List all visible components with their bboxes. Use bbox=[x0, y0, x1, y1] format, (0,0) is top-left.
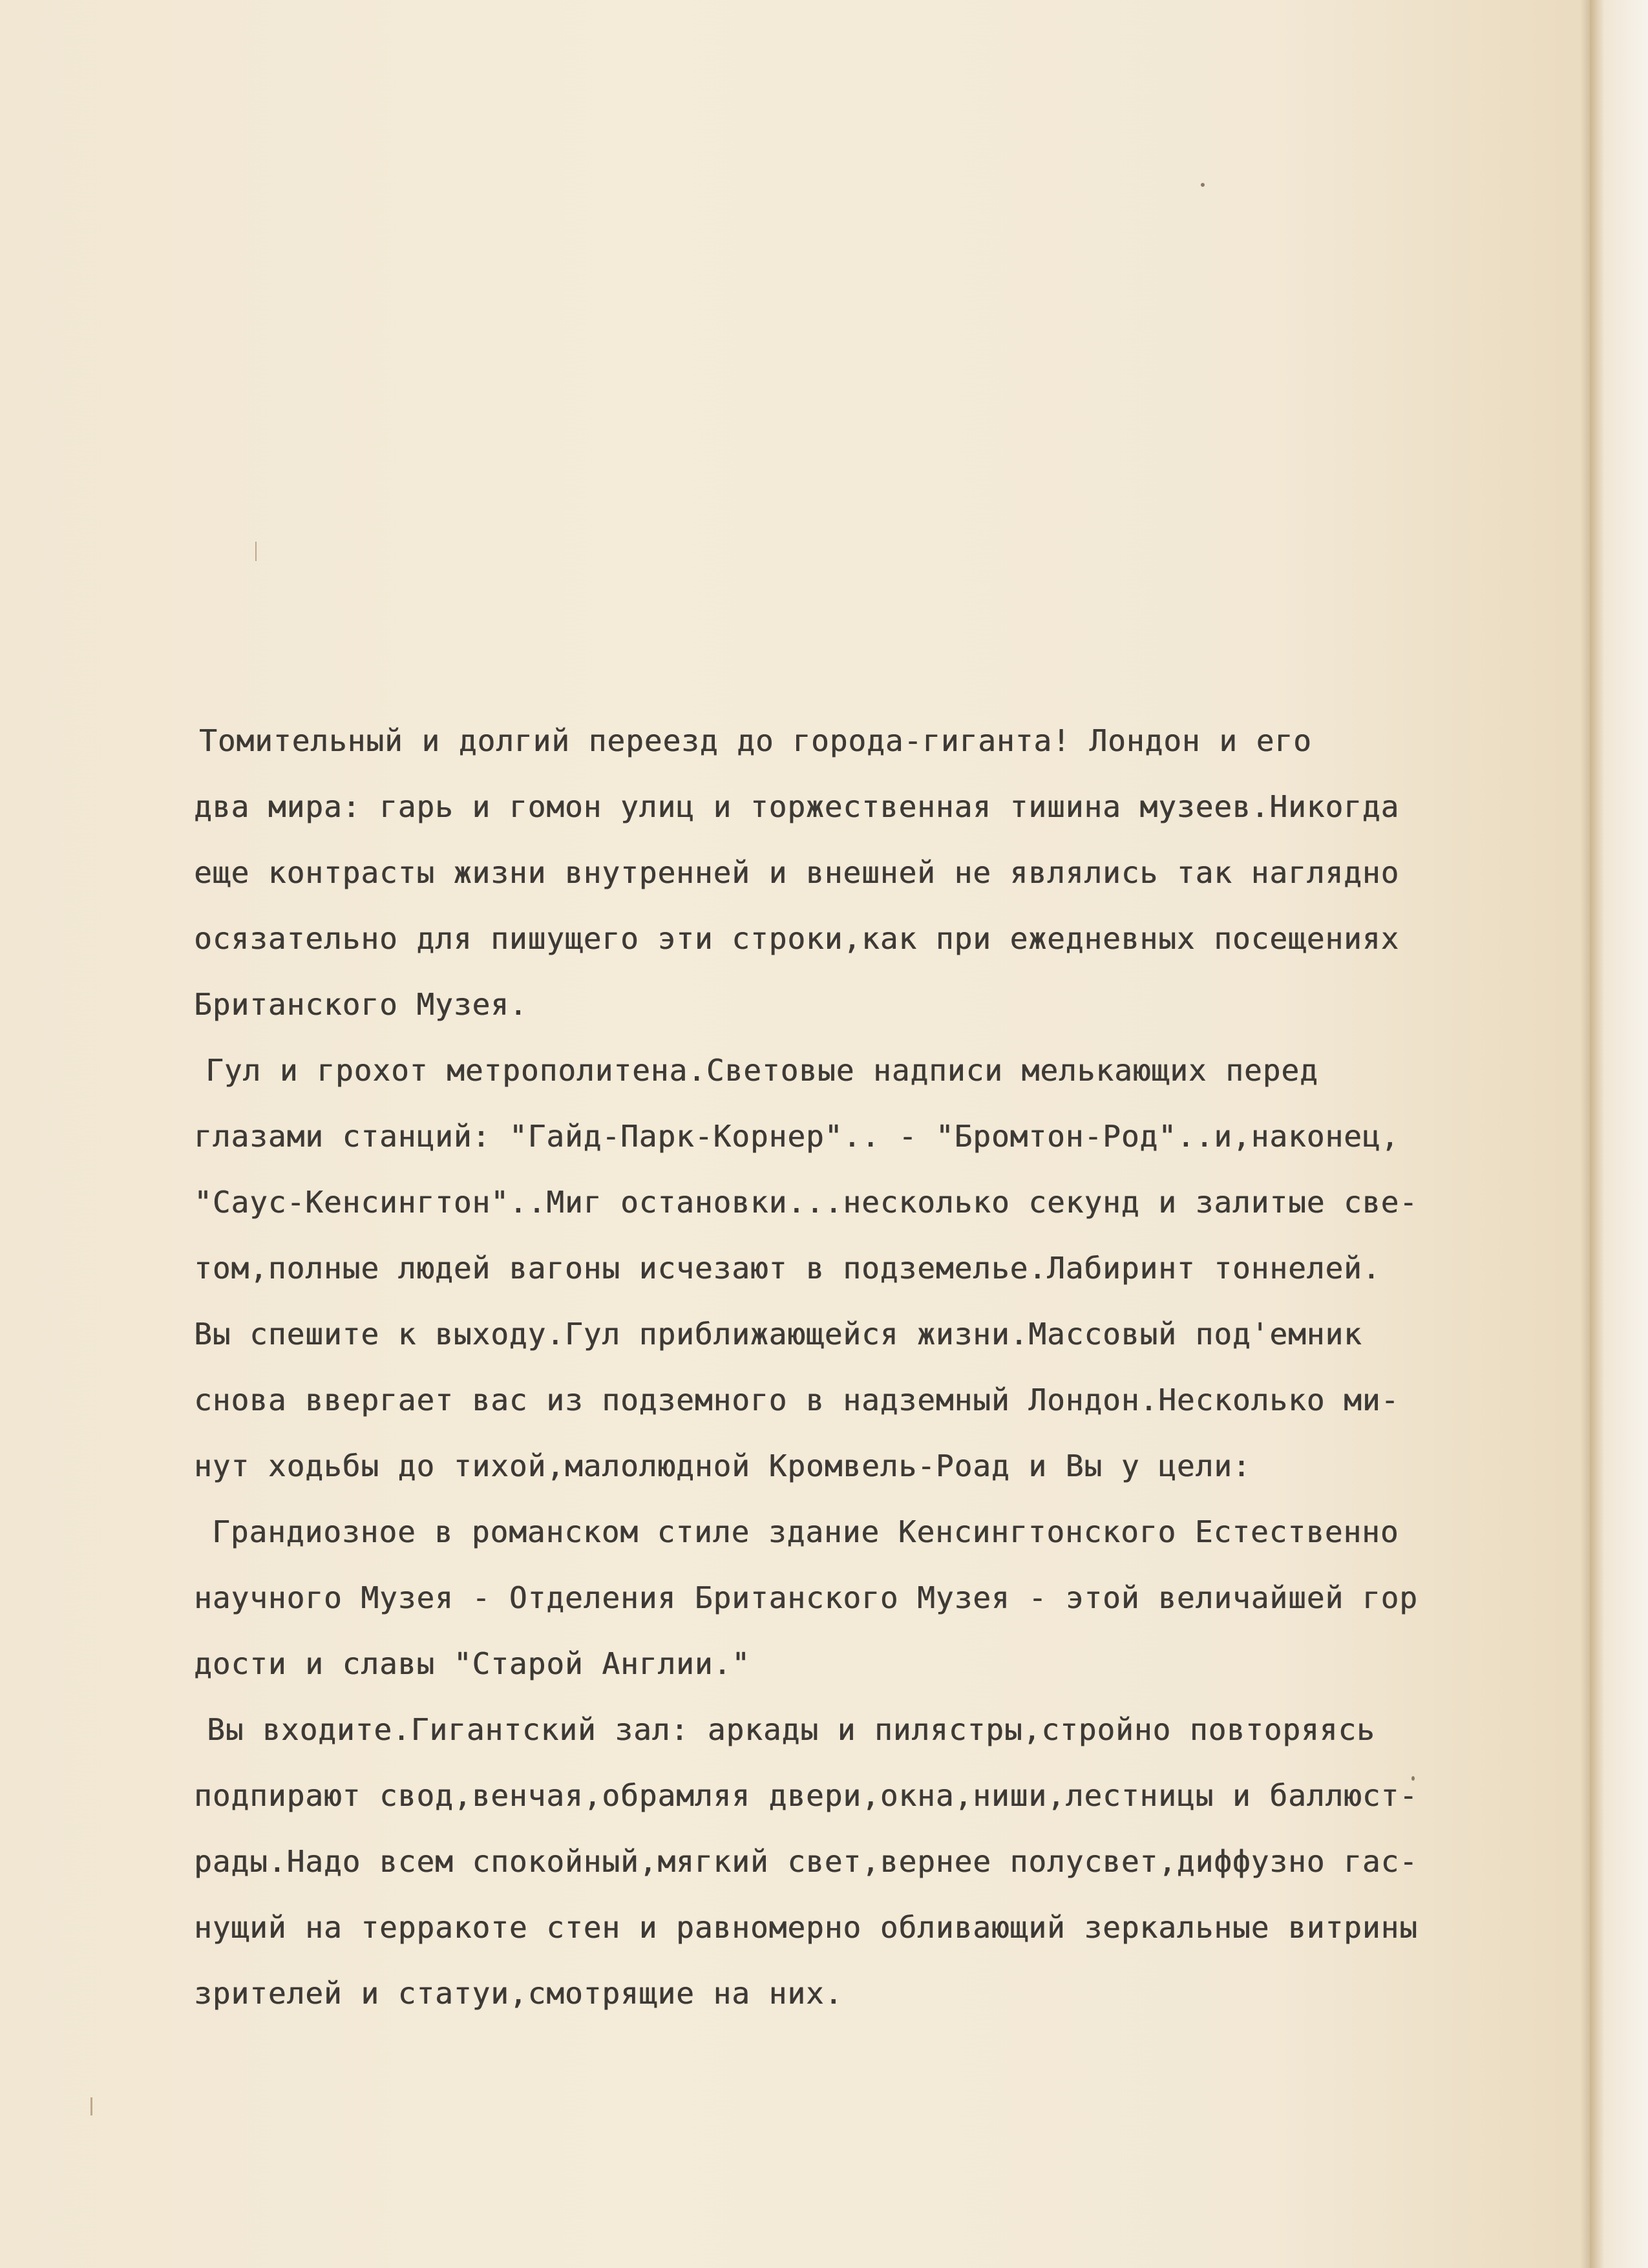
text-line: дости и славы "Старой Англии." bbox=[194, 1646, 750, 1681]
text-line: осязательно для пишущего эти строки,как при ежедневных посещениях bbox=[194, 921, 1400, 956]
text-line: зрителей и статуи,смотрящие на них. bbox=[194, 1976, 843, 2011]
paper-mark bbox=[90, 2097, 92, 2115]
text-line: Грандиозное в романском стиле здание Кенсингтонского Естественно bbox=[212, 1514, 1399, 1549]
text-line: Британского Музея. bbox=[194, 987, 528, 1022]
text-line: Вы входите.Гигантский зал: аркады и пилястры,стройно повторяясь bbox=[207, 1712, 1375, 1747]
text-line: Вы спешите к выходу.Гул приближающейся жизни.Массовый под'емник bbox=[194, 1317, 1362, 1351]
typewritten-text bbox=[194, 708, 1616, 2026]
text-line: два мира: гарь и гомон улиц и торжественная тишина музеев.Никогда bbox=[194, 789, 1400, 824]
text-line: снова ввергает вас из подземного в надземный Лондон.Несколько ми- bbox=[194, 1383, 1400, 1417]
text-line: подпирают свод,венчая,обрамляя двери,окна,ниши,лестницы и баллюст- bbox=[194, 1778, 1418, 1813]
text-line: "Саус-Кенсингтон"..Миг остановки...несколько секунд и залитые све- bbox=[194, 1185, 1418, 1220]
paper-mark bbox=[255, 542, 257, 561]
text-line: научного Музея - Отделения Британского Музея - этой величайшей гор bbox=[194, 1580, 1418, 1615]
text-line: глазами станций: "Гайд-Парк-Корнер".. - "Бромтон-Род"..и,наконец, bbox=[194, 1119, 1400, 1154]
text-line: нут ходьбы до тихой,малолюдной Кромвель-Роад и Вы у цели: bbox=[194, 1448, 1251, 1483]
paper-speck bbox=[1201, 183, 1205, 187]
text-line: еще контрасты жизни внутренней и внешней не являлись так наглядно bbox=[194, 855, 1400, 890]
text-line: Гул и грохот метрополитена.Световые надписи мелькающих перед bbox=[206, 1053, 1318, 1088]
text-line: рады.Надо всем спокойный,мягкий свет,вернее полусвет,диффузно гас- bbox=[194, 1844, 1418, 1879]
text-line: нущий на терракоте стен и равномерно обливающий зеркальные витрины bbox=[194, 1910, 1418, 1945]
text-line: Томительный и долгий переезд до города-гиганта! Лондон и его bbox=[199, 723, 1312, 758]
text-line: том,полные людей вагоны исчезают в подземелье.Лабиринт тоннелей. bbox=[194, 1251, 1381, 1286]
